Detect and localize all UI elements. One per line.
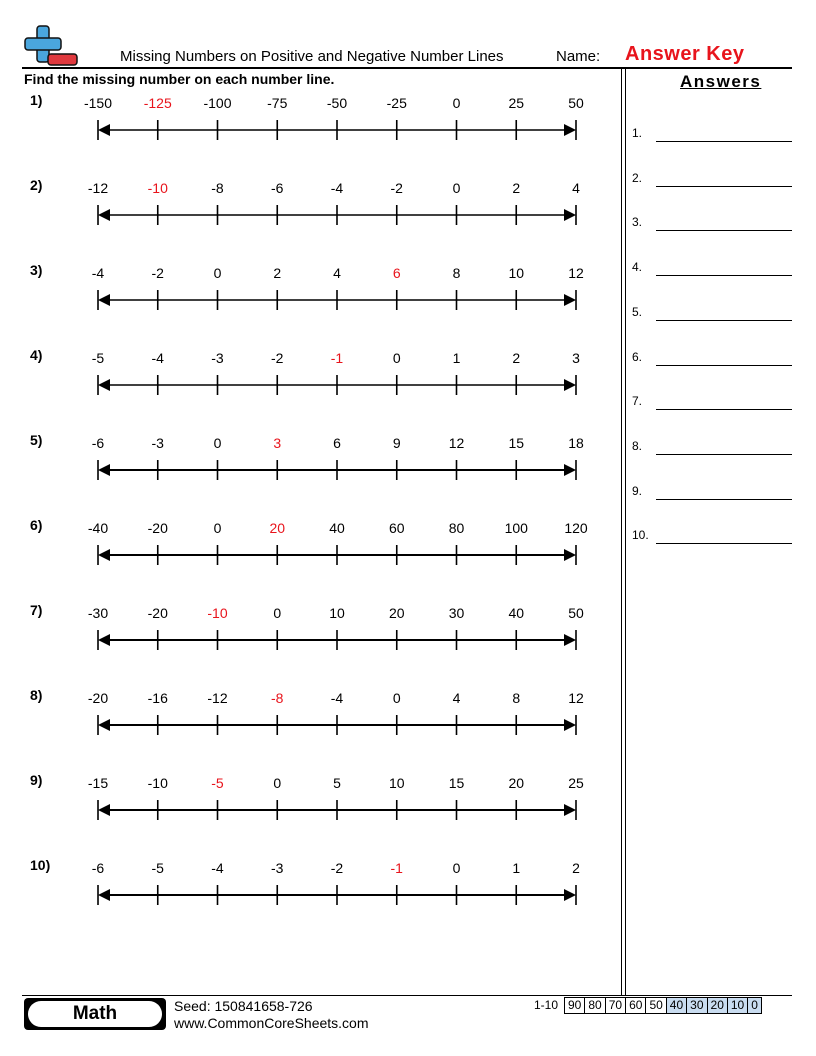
number-line [0,602,620,672]
tick-label: 2 [572,860,580,876]
arrow-right-icon [564,464,576,476]
tick-label: -2 [151,265,164,281]
tick-label: 4 [333,265,341,281]
tick-label: 20 [508,775,525,791]
answer-row [632,256,792,276]
answer-value: -5 [211,775,224,791]
tick-label: 2 [512,350,521,366]
problem [0,177,620,247]
number-line [0,92,620,162]
problem-number: 5) [30,432,43,448]
tick-label: -4 [330,180,344,196]
tick-label: 0 [392,350,401,366]
tick-label: -100 [203,95,232,111]
number-line [0,517,620,587]
score-table [564,997,762,1014]
answer-number: 5. [632,304,643,319]
arrow-left-icon [98,124,110,136]
score-cell: 10 [727,998,747,1014]
problem-number: 3) [30,262,43,278]
answer-number: 7. [632,394,643,409]
answer-blank[interactable] [656,275,792,276]
answer-number: 2. [632,170,643,185]
arrow-right-icon [564,804,576,816]
arrow-right-icon [564,294,576,306]
tick-label: 12 [568,690,584,706]
problem-number: 4) [30,347,43,363]
answer-value: -10 [147,180,168,196]
problem [0,857,620,927]
subject-label: Math [28,1001,162,1027]
answer-number: 3. [632,215,643,230]
tick-label: 3 [572,350,580,366]
tick-label: 0 [213,265,222,281]
tick-label: -3 [211,350,224,366]
website-text: www.CommonCoreSheets.com [174,1015,369,1031]
answer-value: 20 [269,520,286,536]
answer-row [632,435,792,455]
tick-label: 100 [504,520,528,536]
answer-row [632,390,792,410]
tick-label: 4 [452,690,461,706]
tick-label: -5 [91,350,105,366]
score-cell: 30 [687,998,707,1014]
problem [0,92,620,162]
number-line [0,262,620,332]
answer-key-label: Answer Key [625,43,745,65]
seed-text: Seed: 150841658-726 [174,998,313,1014]
answer-blank[interactable] [656,454,792,455]
answer-value: 6 [392,265,401,281]
instructions: Find the missing number on each number line. [24,71,335,87]
tick-label: 4 [572,180,580,196]
tick-label: -2 [271,350,284,366]
arrow-left-icon [98,549,110,561]
tick-label: 25 [568,775,584,791]
answer-number: 8. [632,438,643,453]
answer-row [632,122,792,142]
number-line [0,432,620,502]
tick-label: 1 [452,350,461,366]
arrow-right-icon [564,889,576,901]
tick-label: 12 [568,265,584,281]
tick-label: 50 [568,605,584,621]
answer-number: 9. [632,483,643,498]
tick-label: 2 [273,265,282,281]
tick-label: -4 [91,265,105,281]
tick-label: 50 [568,95,584,111]
tick-label: 30 [448,605,465,621]
answer-value: -125 [143,95,172,111]
tick-label: -4 [330,690,344,706]
tick-label: 40 [508,605,525,621]
tick-label: -4 [151,350,164,366]
score-cell: 70 [605,998,625,1014]
arrow-left-icon [98,209,110,221]
problem [0,772,620,842]
problem [0,517,620,587]
tick-label: 0 [213,435,222,451]
answer-value: -8 [271,690,284,706]
tick-label: 0 [452,860,461,876]
tick-label: 120 [564,520,588,536]
tick-label: 20 [388,605,405,621]
tick-label: 0 [452,95,461,111]
tick-label: 25 [508,95,525,111]
problem [0,262,620,332]
problem [0,687,620,757]
tick-label: -8 [211,180,224,196]
problem-number: 2) [30,177,43,193]
tick-label: 0 [273,775,282,791]
problem-number: 1) [30,92,43,108]
name-label: Name: [556,48,601,65]
tick-label: 0 [213,520,222,536]
score-cell: 50 [646,998,666,1014]
tick-label: -12 [207,690,228,706]
answer-number: 1. [632,126,643,140]
arrow-left-icon [98,889,110,901]
tick-label: 10 [329,605,345,621]
problem-number: 6) [30,517,43,533]
number-line [0,772,620,842]
answer-value: -10 [207,605,228,621]
answer-row [632,167,792,187]
arrow-right-icon [564,209,576,221]
arrow-left-icon [98,464,110,476]
tick-label: -40 [87,520,109,536]
tick-label: 10 [508,265,525,281]
answer-row [632,346,792,366]
problem-number: 9) [30,772,43,788]
tick-label: 1 [512,860,521,876]
tick-label: -12 [87,180,109,196]
answer-blank[interactable] [656,230,792,231]
problem-number: 8) [30,687,43,703]
tick-label: -3 [271,860,284,876]
tick-label: 15 [508,435,525,451]
tick-label: -6 [91,860,105,876]
tick-label: -5 [151,860,164,876]
arrow-left-icon [98,294,110,306]
problem [0,432,620,502]
footer-divider [22,995,792,996]
answer-blank[interactable] [656,141,792,142]
score-cell: 0 [748,998,762,1014]
arrow-left-icon [98,379,110,391]
answer-value: 3 [273,435,282,451]
tick-label: -4 [211,860,224,876]
plus-minus-logo-icon [22,24,80,68]
score-cell: 20 [707,998,727,1014]
arrow-right-icon [564,549,576,561]
arrow-right-icon [564,719,576,731]
number-line [0,857,620,927]
tick-label: -6 [271,180,284,196]
answer-number: 10. [632,528,649,543]
header-divider [22,67,792,69]
tick-label: 60 [388,520,405,536]
answer-value: -1 [330,350,344,366]
arrow-left-icon [98,804,110,816]
tick-label: -50 [326,95,348,111]
tick-label: -16 [147,690,168,706]
tick-label: -6 [91,435,105,451]
tick-label: 12 [448,435,465,451]
tick-label: -150 [83,95,113,111]
tick-label: 0 [273,605,282,621]
tick-label: 5 [333,775,341,791]
tick-label: 80 [448,520,465,536]
tick-label: 18 [568,435,584,451]
answer-row [632,480,792,500]
tick-label: -15 [87,775,109,791]
worksheet-title: Missing Numbers on Positive and Negative Number Lines [120,48,504,65]
problem [0,347,620,417]
problem-number: 7) [30,602,43,618]
tick-label: 0 [392,690,401,706]
answer-blank[interactable] [656,409,792,410]
answer-number: 6. [632,349,643,364]
tick-label: 6 [333,435,341,451]
answers-title: Answers [680,72,762,91]
answer-blank[interactable] [656,186,792,187]
tick-label: -75 [267,95,288,111]
score-cell: 80 [585,998,605,1014]
answer-blank[interactable] [656,320,792,321]
answer-row [632,301,792,321]
arrow-right-icon [564,124,576,136]
column-divider [621,69,622,995]
tick-label: -30 [87,605,109,621]
tick-label: -20 [147,605,168,621]
answer-value: -1 [390,860,403,876]
score-cell: 60 [626,998,646,1014]
answer-blank[interactable] [656,543,792,544]
answer-blank[interactable] [656,499,792,500]
tick-label: -3 [151,435,164,451]
arrow-right-icon [564,634,576,646]
tick-label: -2 [390,180,403,196]
arrow-right-icon [564,379,576,391]
tick-label: 2 [512,180,521,196]
tick-label: 10 [388,775,405,791]
tick-label: 8 [512,690,521,706]
tick-label: 9 [392,435,401,451]
answer-row [632,211,792,231]
tick-label: -25 [386,95,407,111]
tick-label: 0 [452,180,461,196]
tick-label: -2 [330,860,344,876]
column-divider [625,69,626,995]
arrow-left-icon [98,719,110,731]
arrow-left-icon [98,634,110,646]
score-cell: 90 [565,998,585,1014]
score-range-label: 1-10 [534,998,559,1012]
problem [0,602,620,672]
answer-number: 4. [632,260,643,275]
problem-number: 10) [30,857,51,873]
tick-label: -10 [147,775,168,791]
answer-blank[interactable] [656,365,792,366]
number-line [0,687,620,757]
tick-label: -20 [147,520,168,536]
number-line [0,347,620,417]
tick-label: -20 [87,690,109,706]
tick-label: 40 [329,520,345,536]
answer-row [632,524,792,544]
number-line [0,177,620,247]
score-cell: 40 [666,998,686,1014]
tick-label: 8 [452,265,461,281]
tick-label: 15 [448,775,465,791]
